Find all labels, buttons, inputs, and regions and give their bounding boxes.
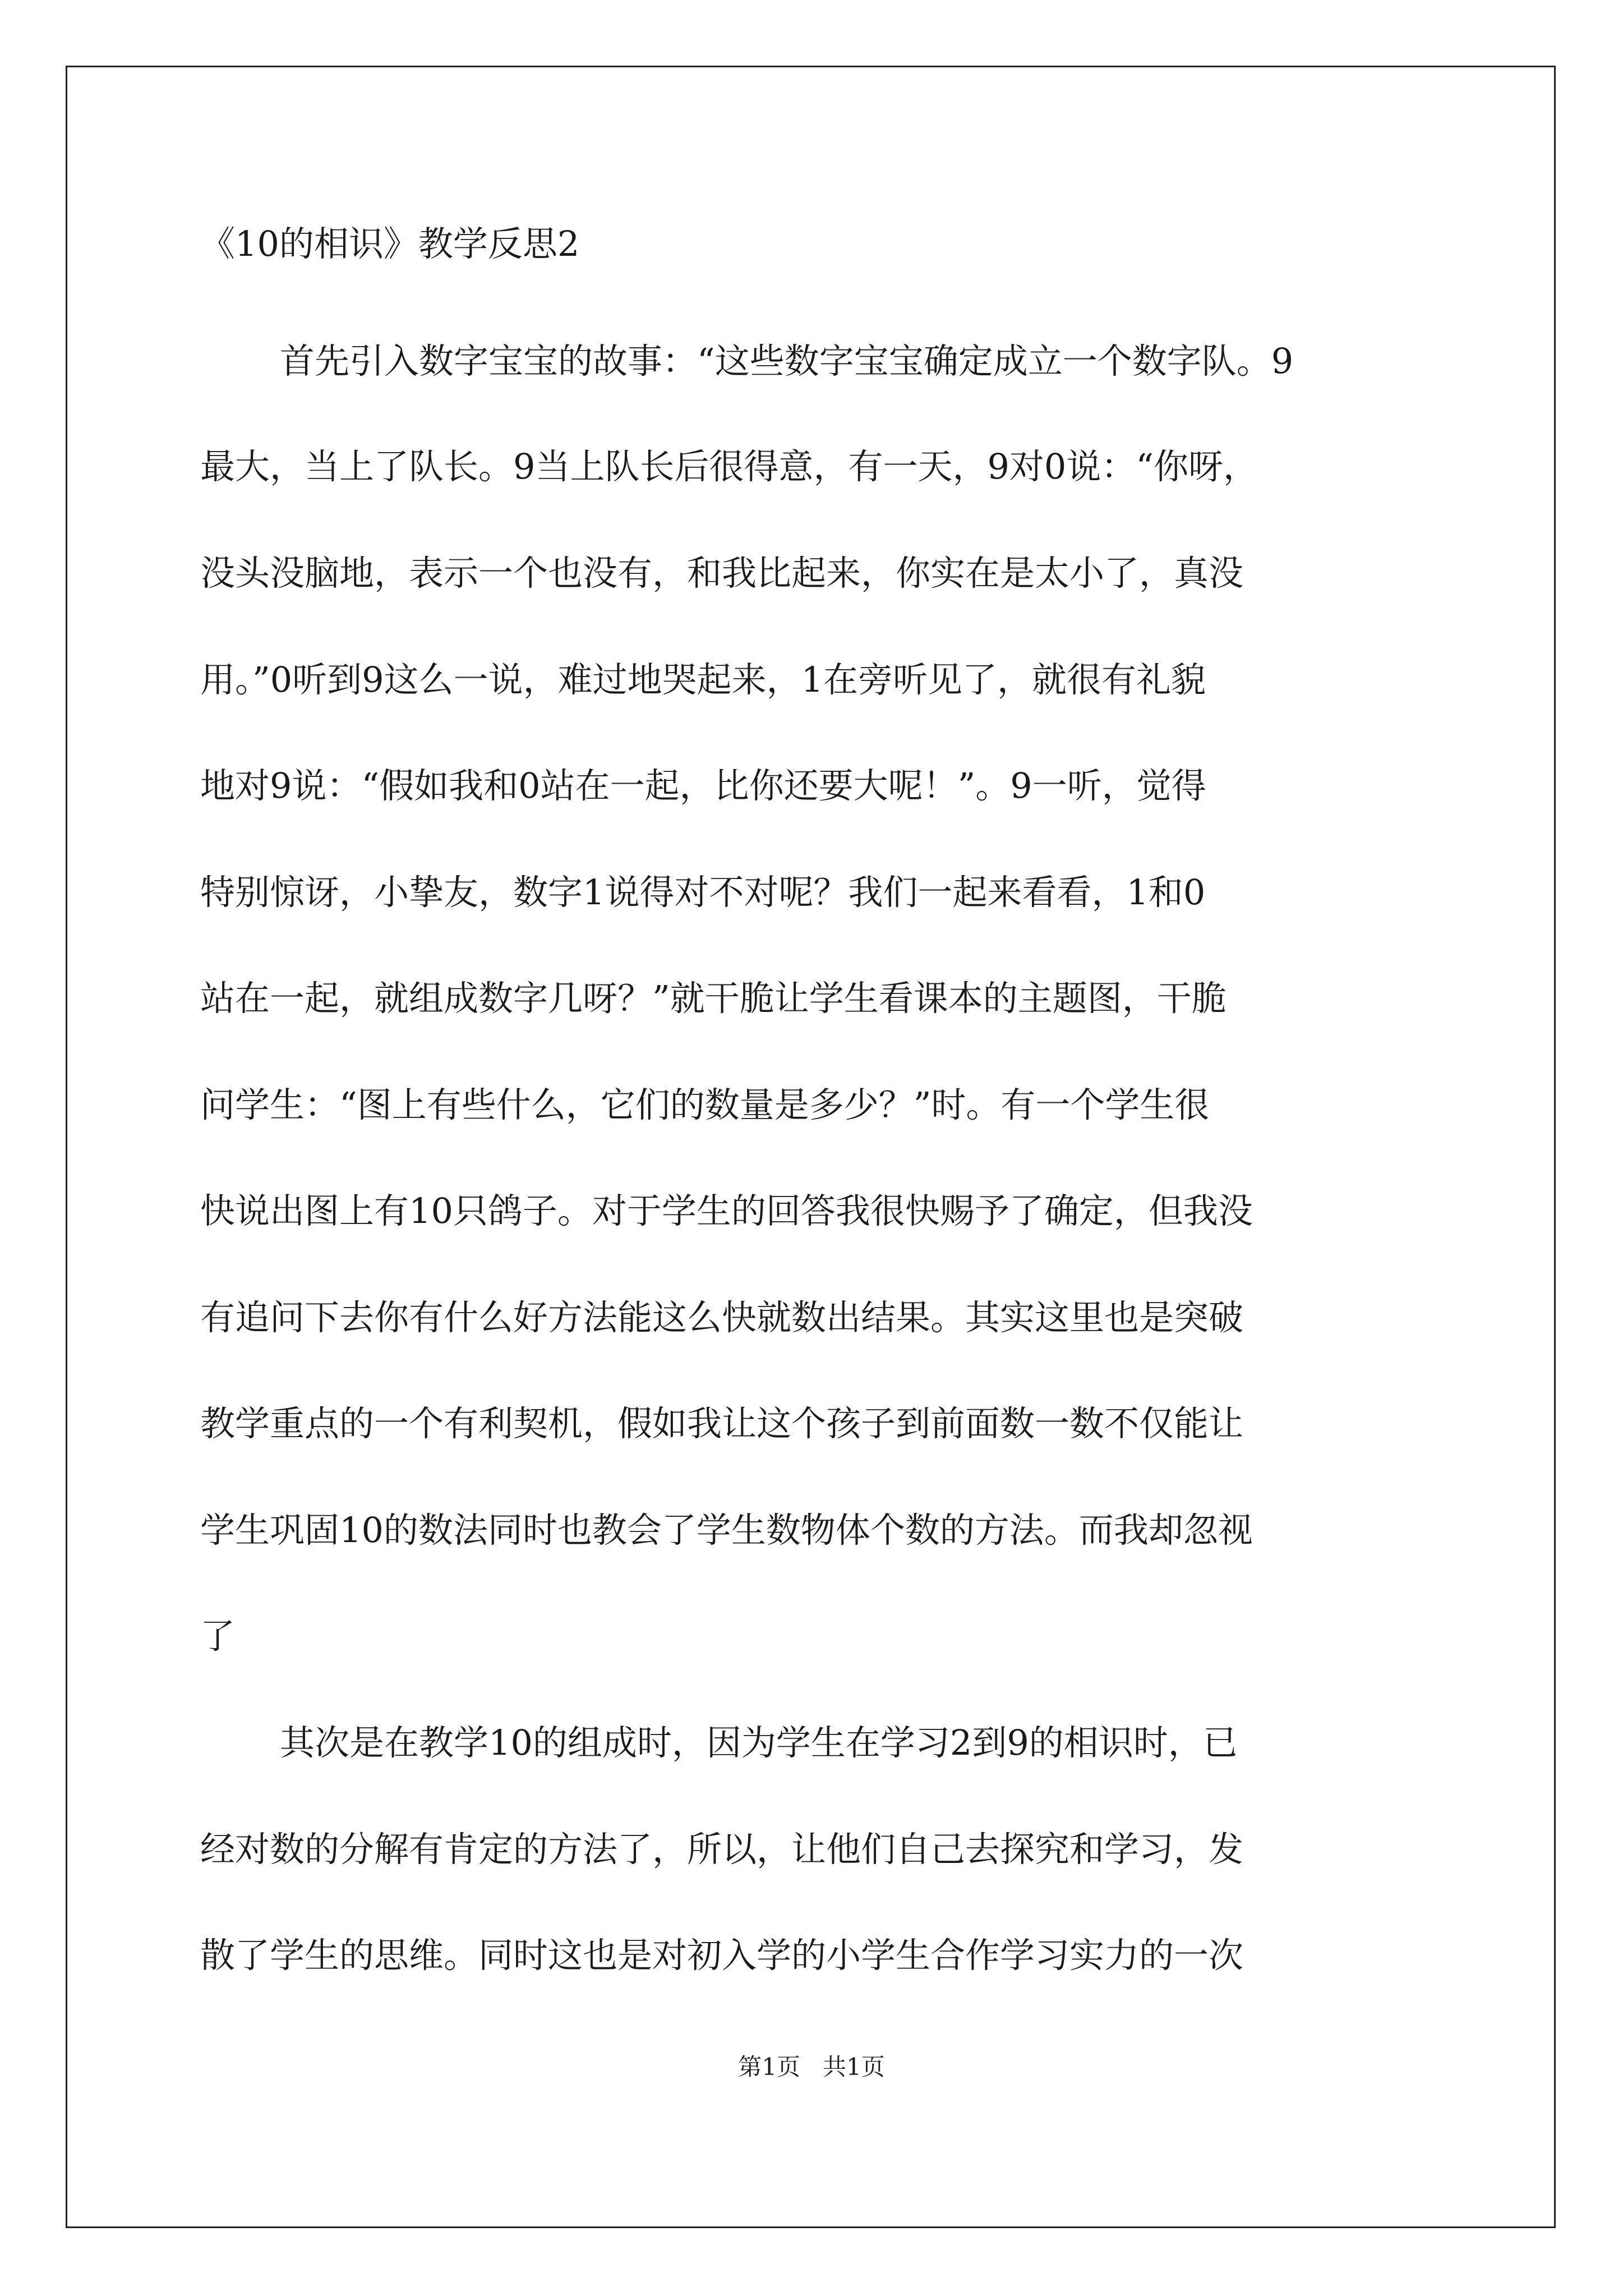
paragraph-1-line: 有追问下去你有什么好方法能这么快就数出结果。其实这里也是突破	[200, 1297, 1244, 1338]
paragraph-2-line: 经对数的分解有肯定的方法了，所以，让他们自己去探究和学习，发	[200, 1829, 1244, 1870]
paragraph-1-line: 首先引入数字宝宝的故事：“这些数字宝宝确定成立一个数字队。9	[280, 341, 1294, 381]
paragraph-1-line: 了	[200, 1616, 236, 1657]
paragraph-1-line: 站在一起，就组成数字几呀？”就干脆让学生看课本的主题图，干脆	[200, 978, 1227, 1019]
paragraph-1-line: 特别惊讶，小挚友，数字1说得对不对呢？我们一起来看看，1和0	[200, 872, 1206, 913]
page-number: 第1页	[738, 2053, 800, 2081]
paragraph-1-line: 快说出图上有10只鸽子。对于学生的回答我很快赐予了确定，但我没	[200, 1190, 1253, 1231]
paragraph-1-line: 学生巩固10的数法同时也教会了学生数物体个数的方法。而我却忽视	[200, 1510, 1253, 1550]
page-total: 共1页	[823, 2053, 885, 2081]
paragraph-2-line: 散了学生的思维。同时这也是对初入学的小学生合作学习实力的一次	[200, 1935, 1244, 1976]
paragraph-1-line: 问学生：“图上有些什么，它们的数量是多少？”时。有一个学生很	[200, 1084, 1210, 1125]
paragraph-2-line: 其次是在教学10的组成时，因为学生在学习2到9的相识时，已	[280, 1722, 1238, 1763]
paragraph-1-line: 最大，当上了队长。9当上队长后很得意，有一天，9对0说：“你呀，	[200, 446, 1258, 487]
page-border	[66, 66, 1556, 2228]
paragraph-1-line: 地对9说：“假如我和0站在一起，比你还要大呢！”。9一听，觉得	[200, 765, 1206, 806]
paragraph-1-line: 没头没脑地，表示一个也没有，和我比起来，你实在是太小了，真没	[200, 553, 1244, 593]
document-title: 《10的相识》教学反思2	[200, 223, 580, 264]
paragraph-1-line: 教学重点的一个有利契机，假如我让这个孩子到前面数一数不仅能让	[200, 1403, 1244, 1444]
page-footer	[0, 2049, 1623, 2082]
paragraph-1-line: 用。”0听到9这么一说，难过地哭起来，1在旁听见了，就很有礼貌	[200, 659, 1206, 700]
